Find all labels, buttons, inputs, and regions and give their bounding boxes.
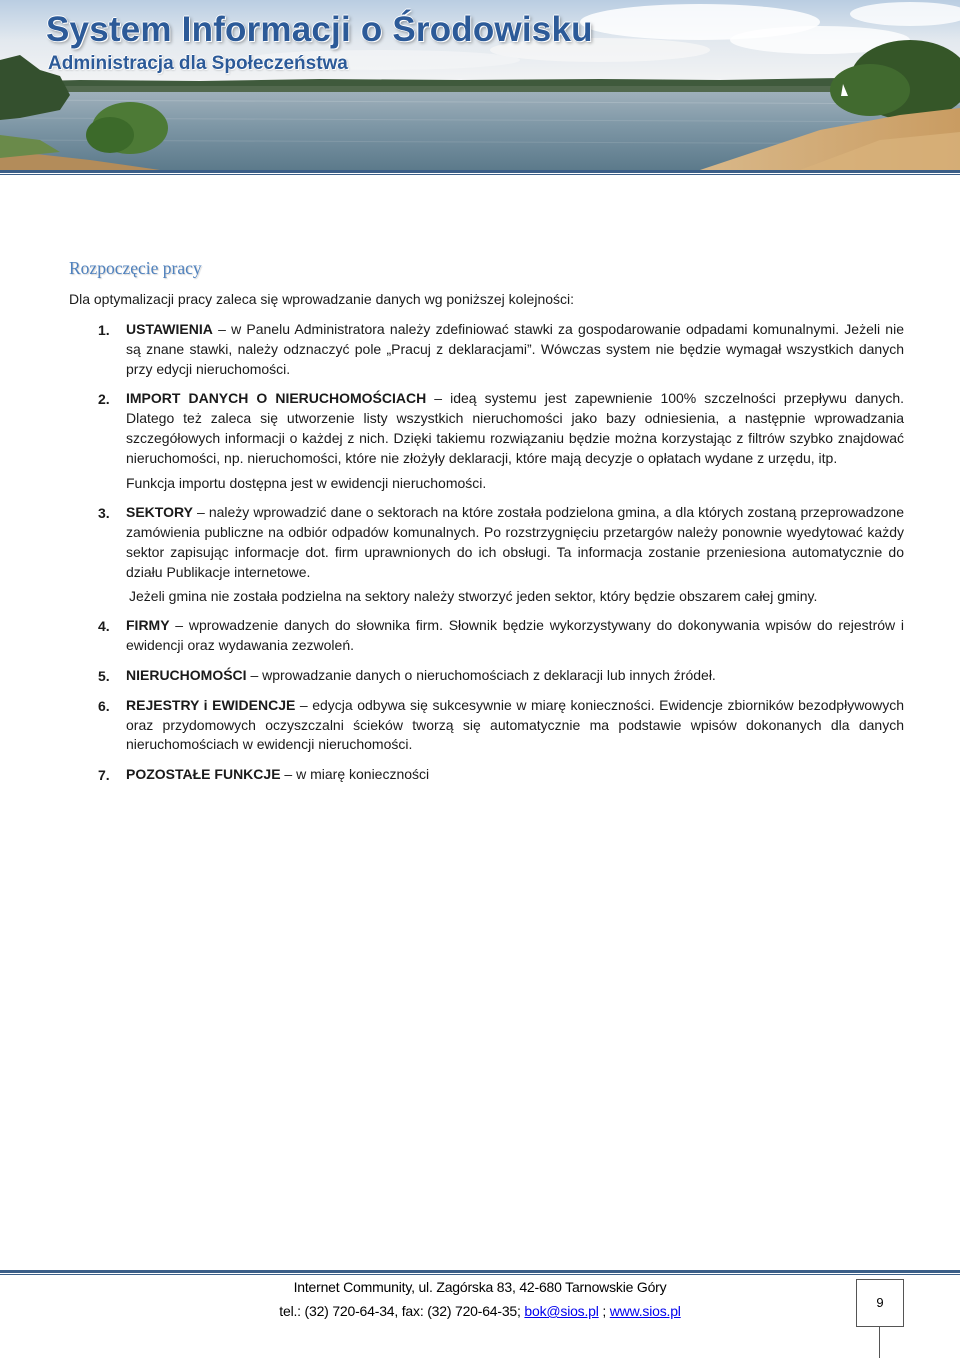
banner-subtitle: Administracja dla Społeczeństwa (48, 53, 348, 74)
steps-list (69, 320, 904, 785)
header-divider-thin (0, 174, 960, 175)
website-link[interactable]: www.sios.pl (609, 1303, 681, 1319)
step-text (126, 765, 904, 785)
list-number: 6. (98, 697, 110, 714)
step-keyword: USTAWIENIA (126, 321, 213, 337)
step-description: – należy wprowadzić dane o sektorach na które została podzielona gmina, a dla których zostaną przeprowadzone zamówienia publiczne na odbiór odpadów komunalnych. Po rozstrzygnięciu przetargów należy ponownie wyedytować każdy sektor zapisując informacje dot. firm uprawnionych do ich obsługi. Ta informacja zostanie przeniesiona automatycznie do działu Publikacje internetowe. (126, 504, 904, 580)
header-banner (0, 0, 960, 170)
step-keyword: REJESTRY i EWIDENCJE (126, 696, 296, 713)
list-number: 7. (98, 767, 110, 784)
list-item (69, 389, 904, 493)
step-description: – wprowadzenie danych do słownika firm. Słownik będzie wykorzystywany do dokonywania wpisów do rejestrów i ewidencji oraz wydawania zezwoleń. (126, 617, 904, 654)
step-keyword: IMPORT DANYCH O NIERUCHOMOŚCIACH (126, 390, 427, 407)
list-item (69, 616, 904, 656)
step-text (126, 320, 904, 379)
list-item (69, 696, 904, 755)
section-heading: Rozpoczęcie pracy (69, 258, 202, 278)
list-item (69, 765, 904, 785)
step-note: Jeżeli gmina nie została podzielna na sektory należy stworzyć jeden sektor, który będzie obszarem całej gminy. (129, 587, 818, 604)
step-text (126, 503, 904, 582)
step-keyword: NIERUCHOMOŚCI (126, 666, 247, 683)
footer-contact (0, 1303, 960, 1319)
page-number-stem (879, 1326, 880, 1358)
footer-address: Internet Community, ul. Zagórska 83, 42-680 Tarnowskie Góry (293, 1279, 667, 1295)
list-number: 4. (98, 618, 110, 635)
footer-divider (0, 1270, 960, 1273)
step-note: Funkcja importu dostępna jest w ewidencji nieruchomości. (126, 474, 487, 491)
step-description: – edycja odbywa się sukcesywnie w miarę konieczności. Ewidencje zbiorników bezodpływowych oraz przydomowych oczyszczalni ścieków tworzą się automatycznie ma podstawie wpisów dokonanych dla danych nieruchomościach w ewidencji nieruchomości. (126, 696, 904, 753)
header-divider (0, 170, 960, 173)
step-description: – wprowadzanie danych o nieruchomościach z deklaracji lub innych źródeł. (246, 666, 716, 683)
step-keyword: FIRMY (126, 617, 170, 634)
step-description: – w miarę konieczności (280, 766, 430, 783)
email-link[interactable]: bok@sios.pl (524, 1303, 599, 1319)
step-text (126, 616, 904, 656)
step-text (126, 389, 904, 468)
page-number: 9 (856, 1279, 904, 1327)
footer-phone-fax: tel.: (32) 720-64-34, fax: (32) 720-64-35; (279, 1303, 525, 1319)
list-number: 1. (98, 322, 110, 338)
document-body (69, 258, 904, 795)
step-text (126, 696, 904, 755)
banner-title: System Informacji o Środowisku (46, 10, 593, 49)
step-keyword: POZOSTAŁE FUNKCJE (126, 766, 281, 783)
intro-paragraph: Dla optymalizacji pracy zaleca się wprowadzanie danych wg poniższej kolejności: (69, 291, 575, 307)
step-description: – w Panelu Administratora należy zdefiniować stawki za gospodarowanie odpadami komunalnymi. Jeżeli nie są znane stawki, należy odznaczyć pole „Pracuj z deklaracjami”. Wówczas system nie będzie wymagał wszystkich danych przy edycji nieruchomości. (126, 321, 904, 377)
step-description: – ideą systemu jest zapewnienie 100% szczelności przepływu danych. Dlatego też zaleca się utworzenie listy wszystkich nieruchomości jako bazy odniesienia, a następnie wprowadzania szczegółowych informacji o każdej z nich. Dzięki takiemu rozwiązaniu będzie można korzystając z filtrów szybko znajdować nieruchomości, np. nieruchomości, które nie złożyły deklaracji, które mają decyzje o opłatach wydane z urzędu, itp. (126, 390, 905, 466)
footer-divider-thin (0, 1274, 960, 1275)
list-number: 3. (98, 505, 110, 522)
list-number: 5. (98, 667, 110, 684)
list-item (69, 503, 904, 606)
footer-separator: ; (598, 1303, 610, 1319)
list-item (69, 666, 904, 686)
list-number: 2. (98, 391, 110, 408)
step-text (126, 666, 904, 686)
step-keyword: SEKTORY (126, 504, 193, 521)
list-item (69, 320, 904, 379)
